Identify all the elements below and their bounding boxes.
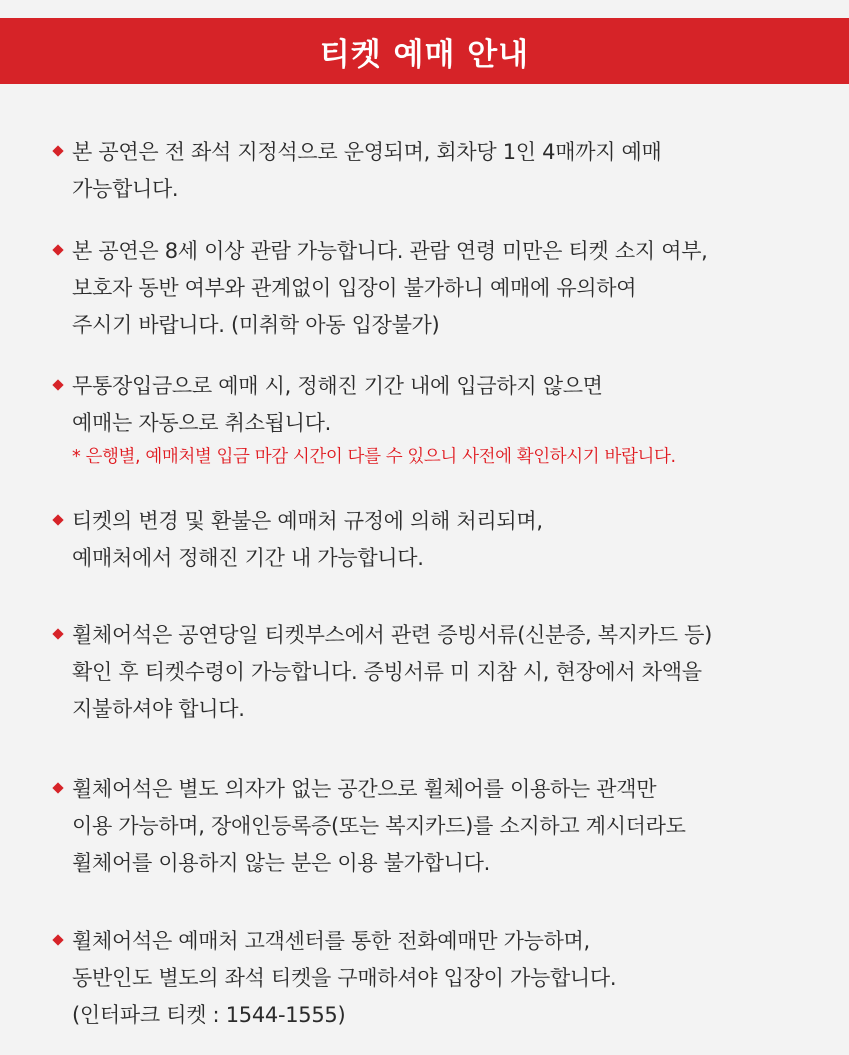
notice-line — [56, 923, 836, 960]
page-title: 티켓 예매 안내 — [319, 36, 530, 73]
notice-line: 이용 가능하며, 장애인등록증(또는 복지카드)를 소지하고 계시더라도 — [72, 814, 686, 838]
notice-line: 지불하셔야 합니다. — [72, 697, 245, 721]
notice-line — [56, 771, 836, 808]
notice-line: 보호자 동반 여부와 관계없이 입장이 불가하니 예매에 유의하여 — [72, 276, 637, 300]
notice-text: 휠체어석은 공연당일 티켓부스에서 관련 증빙서류(신분증, 복지카드 등) — [72, 623, 713, 647]
notice-line: 확인 후 티켓수령이 가능합니다. 증빙서류 미 지참 시, 현장에서 차액을 — [72, 660, 702, 684]
notice-line: (인터파크 티켓 : 1544-1555) — [72, 1003, 346, 1027]
diamond-bullet-icon — [52, 628, 63, 639]
notice-line: 가능합니다. — [72, 177, 179, 201]
notice-item — [56, 134, 836, 208]
notice-item — [56, 923, 836, 1034]
diamond-bullet-icon — [52, 934, 63, 945]
notice-item — [56, 503, 836, 577]
diamond-bullet-icon — [52, 145, 63, 156]
notice-text: 휠체어석은 예매처 고객센터를 통한 전화예매만 가능하며, — [72, 929, 590, 953]
notice-line — [56, 233, 836, 270]
notice-line: 동반인도 별도의 좌석 티켓을 구매하셔야 입장이 가능합니다. — [72, 966, 617, 990]
title-banner — [0, 18, 849, 84]
diamond-bullet-icon — [52, 514, 63, 525]
notice-item — [56, 233, 836, 344]
diamond-bullet-icon — [52, 244, 63, 255]
notice-text: 본 공연은 8세 이상 관람 가능합니다. 관람 연령 미만은 티켓 소지 여부, — [72, 239, 708, 263]
notice-line — [56, 617, 836, 654]
diamond-bullet-icon — [52, 379, 63, 390]
notice-text: 본 공연은 전 좌석 지정석으로 운영되며, 회차당 1인 4매까지 예매 — [72, 140, 662, 164]
diamond-bullet-icon — [52, 782, 63, 793]
notice-text: 티켓의 변경 및 환불은 예매처 규정에 의해 처리되며, — [72, 509, 543, 533]
notice-line — [56, 503, 836, 540]
notice-line: 예매는 자동으로 취소됩니다. — [72, 411, 331, 435]
notice-line — [56, 368, 836, 405]
notice-line: 휠체어를 이용하지 않는 분은 이용 불가합니다. — [72, 851, 490, 875]
notice-line: 예매처에서 정해진 기간 내 가능합니다. — [72, 546, 424, 570]
notice-line — [56, 134, 836, 171]
notice-item — [56, 771, 836, 882]
notice-text: 휠체어석은 별도 의자가 없는 공간으로 휠체어를 이용하는 관객만 — [72, 777, 657, 801]
notice-item — [56, 617, 836, 728]
notice-line: 주시기 바랍니다. (미취학 아동 입장불가) — [72, 313, 440, 337]
notice-text: 무통장입금으로 예매 시, 정해진 기간 내에 입금하지 않으면 — [72, 374, 603, 398]
notice-footnote: * 은행별, 예매처별 입금 마감 시간이 다를 수 있으니 사전에 확인하시기 바랍니다. — [72, 447, 676, 467]
notice-item — [56, 368, 836, 472]
